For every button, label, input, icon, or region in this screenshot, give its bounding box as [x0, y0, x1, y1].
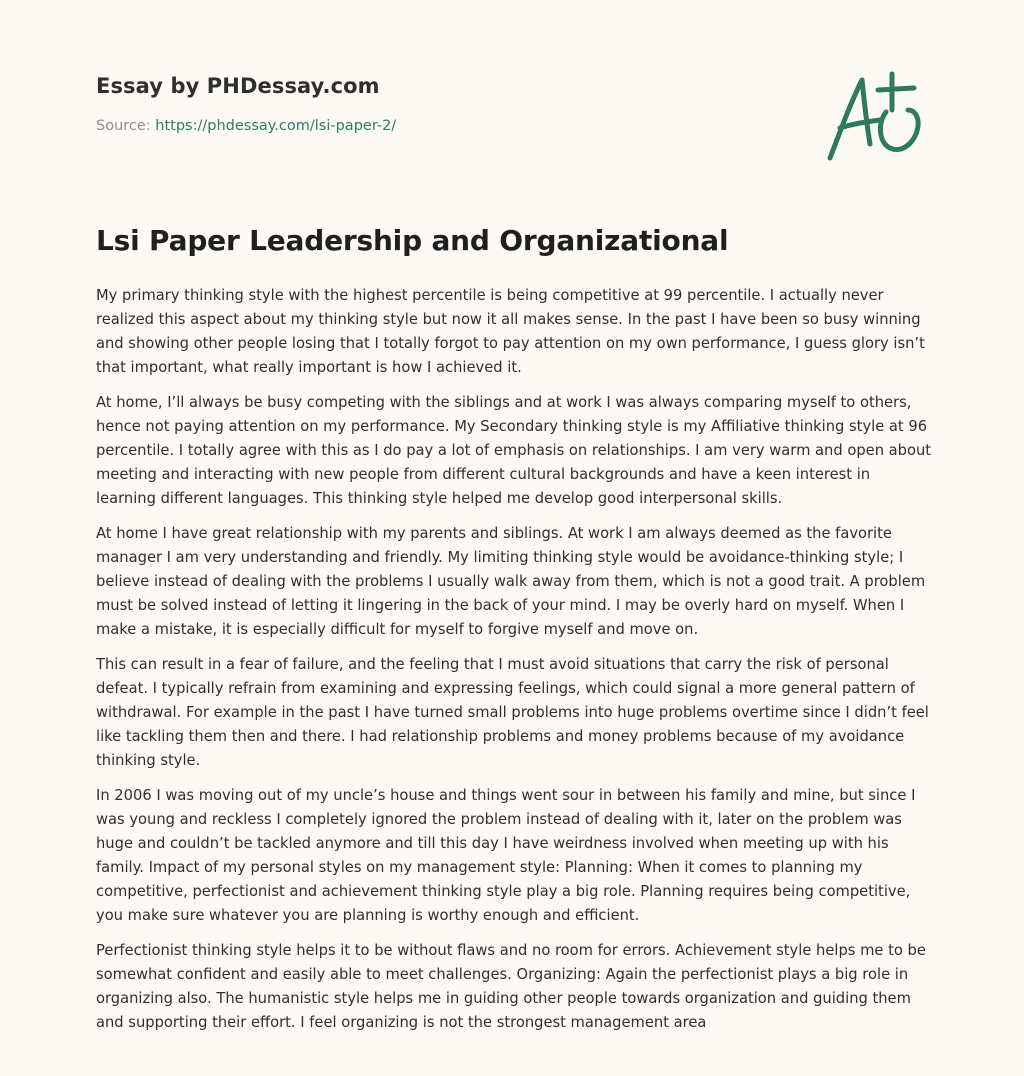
source-line — [96, 118, 796, 134]
header — [96, 74, 796, 134]
source-label: Source: — [96, 118, 151, 134]
a-plus-grade-icon — [822, 70, 926, 166]
paragraph: Perfectionist thinking style helps it to be without flaws and no room for errors. Achievement style helps me to be somewhat confident and easily able to meet challenges. Organizing: Again the perfectionist plays a big role in organizing also. The humanistic style helps me in guiding other people towards organization and guiding them and supporting their effort. I feel organizing is not the strongest management area — [96, 942, 926, 1031]
paragraph: At home, I’ll always be busy competing with the siblings and at work I was always comparing myself to others, hence not paying attention on my performance. My Secondary thinking style is my Affiliative thinking style at 96 percentile. I totally agree with this as I do pay a lot of emphasis on relationships. I am very warm and open about meeting and interacting with new people from different cultural backgrounds and have a keen interest in learning different languages. This thinking style helped me develop good interpersonal skills. — [96, 394, 932, 507]
paragraph: At home I have great relationship with my parents and siblings. At work I am always deemed as the favorite manager I am very understanding and friendly. My limiting thinking style would be avoidance-thinking style; I believe instead of dealing with the problems I usually walk away from them, which is not a good trait. A problem must be solved instead of letting it lingering in the back of your mind. I may be overly hard on myself. When I make a mistake, it is especially difficult for myself to forgive myself and move on. — [96, 525, 926, 638]
source-link[interactable]: https://phdessay.com/lsi-paper-2/ — [155, 118, 397, 134]
paragraph: This can result in a fear of failure, and the feeling that I must avoid situations that carry the risk of personal defeat. I typically refrain from examining and expressing feelings, which could signal a more general pattern of withdrawal. For example in the past I have turned small problems into huge problems overtime since I didn’t feel like tackling them then and there. I had relationship problems and money problems because of my avoidance thinking style. — [96, 656, 929, 769]
paragraph: In 2006 I was moving out of my uncle’s house and things went sour in between his family and mine, but since I was young and reckless I completely ignored the problem instead of dealing with it, later on the problem was huge and couldn’t be tackled anymore and till this day I have weirdness involved when meeting up with his family. Impact of my personal styles on my management style: Planning: When it comes to planning my competitive, perfectionist and achievement thinking style play a big role. Planning requires being competitive, you make sure whatever you are planning is worthy enough and efficient. — [96, 787, 916, 924]
essay-body — [96, 284, 932, 1046]
paragraph: My primary thinking style with the highest percentile is being competitive at 99 percentile. I actually never realized this aspect about my thinking style but now it all makes sense. In the past I have been so busy winning and showing other people losing that I totally forgot to pay attention on my own performance, I guess glory isn’t that important, what really important is how I achieved it. — [96, 287, 925, 376]
site-brand: Essay by PHDessay.com — [96, 74, 380, 98]
essay-title: Lsi Paper Leadership and Organizational — [96, 224, 729, 257]
